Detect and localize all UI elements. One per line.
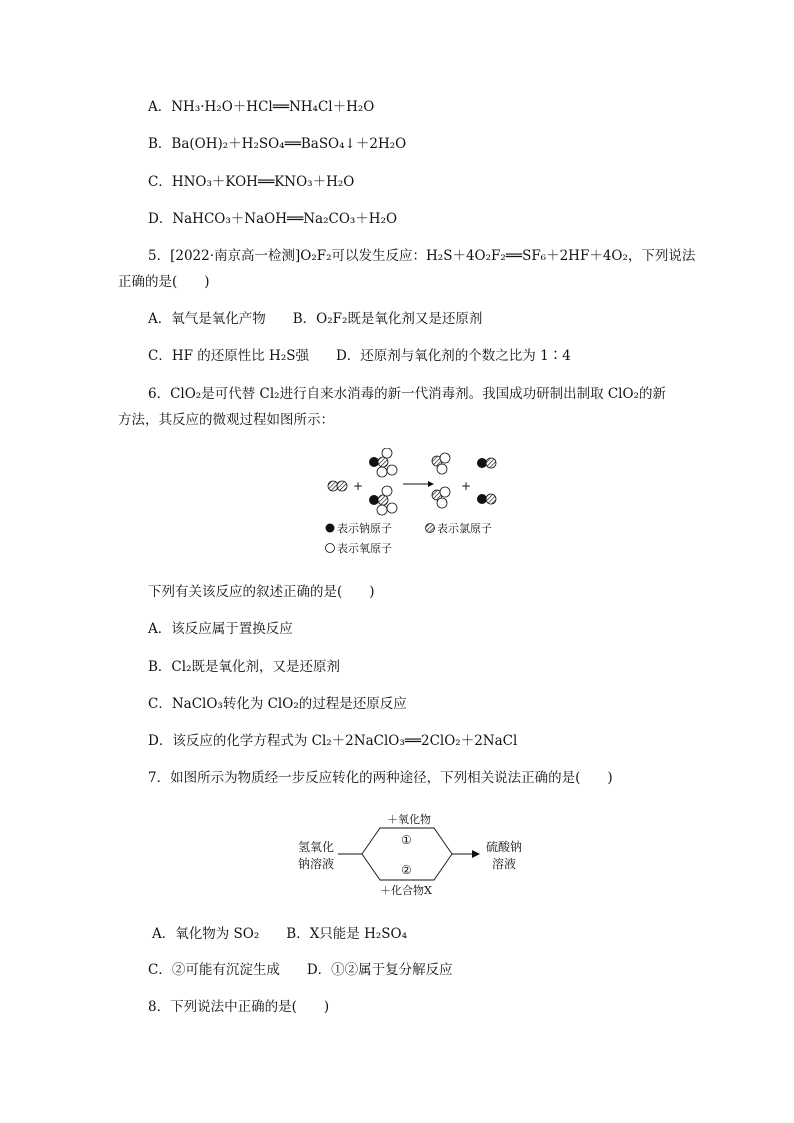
q6-option-b: B．Cl₂既是氧化剂，又是还原剂: [148, 659, 340, 675]
q6-stem-line1: 6．ClO₂是可代替 Cl₂进行自来水消毒的新一代消毒剂。我国成功研制出制取 ClO₂的新: [148, 386, 666, 402]
q6-question: 下列有关该反应的叙述正确的是( ): [148, 584, 375, 600]
q5-options-row2: C．HF 的还原性比 H₂S强 D．还原剂与氧化剂的个数之比为 1∶4: [148, 348, 571, 364]
legend-oxygen: [326, 541, 393, 555]
nacl-molecule-bottom: [477, 494, 496, 504]
path-2-marker: ②: [401, 863, 412, 877]
q5-options-row1: A．氧气是氧化产物 B．O₂F₂既是氧化剂又是还原剂: [148, 311, 483, 327]
reactant-label-line1: 氢氧化: [298, 840, 335, 854]
conversion-pathway-diagram: [290, 808, 530, 898]
legend-sodium-label: 表示钠原子: [337, 522, 392, 535]
top-reagent-label: ＋氧化物: [387, 813, 431, 826]
path-1-marker: ①: [401, 833, 412, 847]
q4-option-c: C．HNO₃＋KOH══KNO₃＋H₂O: [148, 174, 355, 190]
bottom-reagent-label: ＋化合物X: [380, 884, 432, 897]
clo2-molecule-top: [432, 453, 450, 474]
product-label-line2: 溶液: [492, 857, 517, 871]
output-arrowhead: [472, 850, 480, 858]
q4-option-b: B．Ba(OH)₂＋H₂SO₄══BaSO₄↓＋2H₂O: [148, 136, 407, 152]
q8-stem: 8．下列说法中正确的是( ): [148, 999, 330, 1015]
q6-option-a: A．该反应属于置换反应: [148, 621, 293, 637]
q4-option-a: A．NH₃·H₂O＋HCl══NH₄Cl＋H₂O: [148, 99, 375, 115]
reactant-label-line2: 钠溶液: [298, 857, 335, 871]
q7-stem: 7．如图所示为物质经一步反应转化的两种途径，下列相关说法正确的是( ): [148, 770, 613, 786]
clo2-molecule-bottom: [432, 487, 450, 508]
q6-stem-line2: 方法，其反应的微观过程如图所示：: [118, 412, 334, 428]
legend-chlorine: [426, 521, 493, 535]
plus-sign-1: +: [353, 479, 364, 493]
q7-options-row2: C．②可能有沉淀生成 D．①②属于复分解反应: [148, 962, 453, 978]
q7-options-row1: A．氧化物为 SO₂ B．X只能是 H₂SO₄: [152, 926, 408, 942]
legend-chlorine-label: 表示氯原子: [437, 522, 492, 535]
product-label-line1: 硫酸钠: [486, 840, 523, 854]
reaction-micro-diagram: [318, 448, 508, 558]
legend-sodium: [326, 521, 393, 535]
q6-option-d: D．该反应的化学方程式为 Cl₂＋2NaClO₃══2ClO₂＋2NaCl: [148, 733, 518, 749]
q6-option-c: C．NaClO₃转化为 ClO₂的过程是还原反应: [148, 696, 407, 712]
q5-stem-line1: 5．[2022·南京高一检测]O₂F₂可以发生反应：H₂S＋4O₂F₂══SF₆＋2HF＋4O₂，下列说法: [148, 248, 696, 264]
q5-stem-line2: 正确的是( ): [118, 274, 210, 290]
legend-oxygen-label: 表示氧原子: [337, 542, 392, 555]
plus-sign-2: +: [461, 479, 472, 493]
cl2-molecule: [328, 481, 347, 491]
reaction-arrow: [403, 481, 434, 487]
nacl-molecule-top: [477, 458, 496, 468]
naclo3-molecule-top: [369, 448, 397, 477]
naclo3-molecule-bottom: [369, 486, 397, 515]
q4-option-d: D．NaHCO₃＋NaOH══Na₂CO₃＋H₂O: [148, 211, 398, 227]
